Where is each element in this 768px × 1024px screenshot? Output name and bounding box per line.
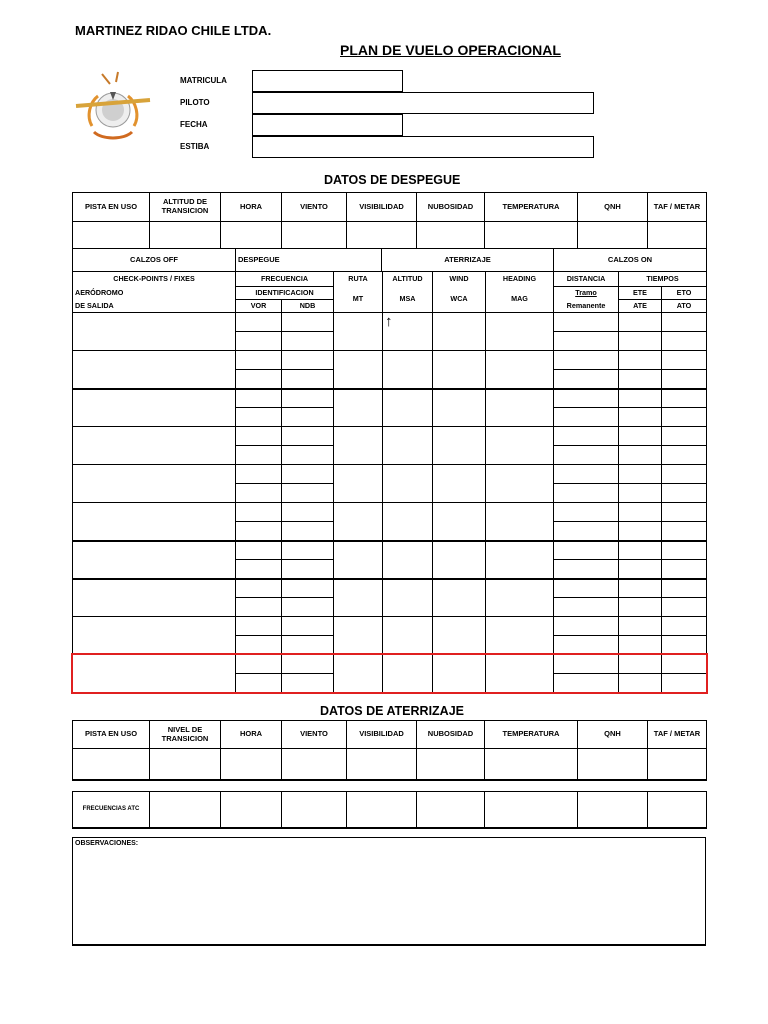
atc-cell[interactable]	[417, 792, 485, 828]
checkpoint-row	[73, 313, 707, 332]
checkpoint-cell[interactable]	[619, 332, 662, 351]
checkpoint-cell[interactable]	[619, 522, 662, 541]
piloto-label: PILOTO	[180, 98, 210, 107]
aterrizaje-col-taf: TAF / METAR	[648, 721, 707, 749]
ndb-label: NDB	[282, 300, 334, 313]
checkpoint-cell[interactable]	[486, 313, 554, 351]
checkpoint-cell[interactable]	[282, 503, 334, 522]
checkpoint-cell[interactable]	[619, 503, 662, 522]
checkpoint-cell[interactable]	[334, 655, 383, 693]
checkpoints-title: CHECK-POINTS / FIXES	[73, 272, 236, 287]
aterrizaje-col-visibilidad: VISIBILIDAD	[347, 721, 417, 749]
checkpoint-cell[interactable]	[433, 427, 486, 465]
checkpoint-cell[interactable]	[486, 465, 554, 503]
ete-label: ETE	[619, 287, 662, 300]
checkpoint-fix-cell[interactable]	[73, 389, 236, 427]
checkpoints-body	[72, 312, 707, 693]
aterrizaje-col-hora: HORA	[221, 721, 282, 749]
checkpoint-cell[interactable]	[236, 465, 282, 484]
checkpoint-cell[interactable]	[383, 579, 433, 617]
checkpoint-row	[73, 351, 707, 370]
despegue-col-nubosidad: NUBOSIDAD	[417, 193, 485, 222]
fecha-field[interactable]	[252, 114, 403, 136]
checkpoint-cell[interactable]	[619, 484, 662, 503]
checkpoint-cell[interactable]	[554, 541, 619, 560]
checkpoint-cell[interactable]	[619, 465, 662, 484]
checkpoint-cell[interactable]	[236, 389, 282, 408]
observaciones-label: OBSERVACIONES:	[75, 840, 139, 847]
de-salida-label: DE SALIDA	[73, 300, 236, 313]
despegue-cell[interactable]	[347, 222, 417, 249]
identificacion-label: IDENTIFICACION	[236, 287, 334, 300]
checkpoint-cell[interactable]	[236, 332, 282, 351]
checkpoint-cell[interactable]	[619, 541, 662, 560]
aterrizaje-col-pista: PISTA EN USO	[73, 721, 150, 749]
checkpoint-row	[73, 579, 707, 598]
checkpoint-cell[interactable]	[662, 408, 707, 427]
mag-label: MAG	[486, 287, 554, 313]
checkpoint-cell[interactable]	[334, 465, 383, 503]
checkpoint-cell[interactable]	[554, 484, 619, 503]
checkpoint-cell[interactable]	[236, 636, 282, 655]
checkpoint-cell[interactable]	[282, 522, 334, 541]
checkpoint-cell[interactable]	[236, 313, 282, 332]
checkpoint-cell[interactable]	[619, 598, 662, 617]
checkpoint-cell[interactable]	[662, 503, 707, 522]
despegue-heading: DATOS DE DESPEGUE	[324, 173, 461, 187]
aterrizaje-cell[interactable]	[347, 749, 417, 780]
msa-label: MSA	[383, 287, 433, 313]
observaciones-box[interactable]	[72, 837, 706, 946]
checkpoint-cell[interactable]	[383, 427, 433, 465]
despegue-col-taf: TAF / METAR	[648, 193, 707, 222]
despegue-cell[interactable]	[150, 222, 221, 249]
checkpoint-cell[interactable]	[662, 351, 707, 370]
checkpoint-cell[interactable]	[236, 484, 282, 503]
frecuencia-label: FRECUENCIA	[236, 272, 334, 287]
despegue-col-viento: VIENTO	[282, 193, 347, 222]
despegue-col-temperatura: TEMPERATURA	[485, 193, 578, 222]
checkpoint-cell[interactable]	[554, 465, 619, 484]
checkpoint-cell[interactable]	[554, 427, 619, 446]
checkpoint-cell[interactable]	[334, 427, 383, 465]
checkpoint-cell[interactable]	[282, 560, 334, 579]
checkpoint-cell[interactable]	[662, 617, 707, 636]
checkpoint-cell[interactable]	[662, 427, 707, 446]
aterrizaje-time-label: ATERRIZAJE	[382, 249, 554, 272]
checkpoint-cell[interactable]	[662, 541, 707, 560]
checkpoint-cell[interactable]	[486, 579, 554, 617]
checkpoint-cell[interactable]	[554, 598, 619, 617]
aerodromo-label: AERÓDROMO	[73, 287, 236, 300]
checkpoint-cell[interactable]	[282, 351, 334, 370]
despegue-col-hora: HORA	[221, 193, 282, 222]
checkpoint-cell[interactable]	[619, 446, 662, 465]
checkpoint-cell[interactable]	[619, 389, 662, 408]
ruta-label: RUTA	[334, 272, 383, 287]
aterrizaje-cell[interactable]	[221, 749, 282, 780]
checkpoint-row	[73, 465, 707, 484]
checkpoint-cell[interactable]	[554, 655, 619, 674]
checkpoint-cell[interactable]	[433, 503, 486, 541]
checkpoint-cell[interactable]	[554, 351, 619, 370]
checkpoint-cell[interactable]	[383, 351, 433, 389]
checkpoint-cell[interactable]	[554, 579, 619, 598]
checkpoint-cell[interactable]	[334, 503, 383, 541]
checkpoint-cell[interactable]	[383, 389, 433, 427]
wind-label: WIND	[433, 272, 486, 287]
checkpoint-cell[interactable]	[554, 332, 619, 351]
matricula-field[interactable]	[252, 70, 403, 92]
despegue-cell[interactable]	[485, 222, 578, 249]
checkpoint-cell[interactable]	[383, 465, 433, 503]
checkpoint-fix-cell[interactable]	[73, 313, 236, 351]
checkpoint-cell[interactable]	[619, 408, 662, 427]
checkpoint-cell[interactable]	[282, 465, 334, 484]
checkpoint-cell[interactable]	[619, 655, 662, 674]
checkpoint-fix-cell[interactable]	[73, 617, 236, 655]
checkpoint-cell[interactable]	[282, 446, 334, 465]
checkpoint-cell[interactable]	[662, 636, 707, 655]
vor-label: VOR	[236, 300, 282, 313]
checkpoint-cell[interactable]	[554, 446, 619, 465]
aterrizaje-cell[interactable]	[648, 749, 707, 780]
checkpoint-cell[interactable]	[236, 579, 282, 598]
checkpoint-cell[interactable]	[236, 541, 282, 560]
checkpoint-cell[interactable]	[619, 617, 662, 636]
checkpoint-cell[interactable]	[433, 579, 486, 617]
checkpoint-cell[interactable]	[236, 446, 282, 465]
checkpoint-row	[73, 427, 707, 446]
tiempos-label: TIEMPOS	[619, 272, 707, 287]
company-logo	[72, 66, 156, 152]
calzos-off-label: CALZOS OFF	[73, 249, 236, 272]
aterrizaje-table	[72, 720, 707, 781]
checkpoint-cell[interactable]	[282, 332, 334, 351]
checkpoint-row	[73, 389, 707, 408]
checkpoint-cell[interactable]	[433, 465, 486, 503]
checkpoint-cell[interactable]	[334, 313, 383, 351]
checkpoint-cell[interactable]	[383, 617, 433, 655]
atc-cell[interactable]	[485, 792, 578, 828]
checkpoint-cell[interactable]	[282, 408, 334, 427]
checkpoint-cell[interactable]	[619, 560, 662, 579]
checkpoint-cell[interactable]	[433, 351, 486, 389]
despegue-col-altitud: ALTITUD DE TRANSICION	[150, 193, 221, 222]
checkpoint-fix-cell[interactable]	[73, 427, 236, 465]
checkpoint-cell[interactable]	[383, 541, 433, 579]
aterrizaje-col-nivel: NIVEL DE TRANSICION	[150, 721, 221, 749]
checkpoint-cell[interactable]	[282, 617, 334, 636]
checkpoint-fix-cell[interactable]	[73, 579, 236, 617]
checkpoint-cell[interactable]	[236, 370, 282, 389]
checkpoint-cell[interactable]	[662, 674, 707, 693]
checkpoint-cell[interactable]	[619, 674, 662, 693]
checkpoint-cell[interactable]	[433, 389, 486, 427]
checkpoint-cell[interactable]	[236, 560, 282, 579]
checkpoint-cell[interactable]	[486, 427, 554, 465]
checkpoint-cell[interactable]	[619, 636, 662, 655]
checkpoint-cell[interactable]	[619, 370, 662, 389]
tramo-label: Tramo	[554, 287, 619, 300]
aterrizaje-heading: DATOS DE ATERRIZAJE	[320, 704, 464, 718]
times-row-table	[72, 248, 707, 272]
checkpoint-cell[interactable]	[554, 560, 619, 579]
fecha-label: FECHA	[180, 120, 208, 129]
despegue-cell[interactable]	[282, 222, 347, 249]
checkpoint-cell[interactable]	[662, 389, 707, 408]
checkpoint-cell[interactable]	[236, 351, 282, 370]
checkpoint-cell[interactable]	[236, 408, 282, 427]
aterrizaje-cell[interactable]	[485, 749, 578, 780]
checkpoint-cell[interactable]	[433, 313, 486, 351]
checkpoint-row	[73, 503, 707, 522]
estiba-field[interactable]	[252, 136, 594, 158]
aterrizaje-cell[interactable]	[578, 749, 648, 780]
atc-cell[interactable]	[221, 792, 282, 828]
despegue-time-label: DESPEGUE	[236, 249, 382, 272]
checkpoint-cell[interactable]	[236, 655, 282, 674]
eto-label: ETO	[662, 287, 707, 300]
aterrizaje-cell[interactable]	[417, 749, 485, 780]
checkpoint-cell[interactable]	[282, 636, 334, 655]
checkpoint-cell[interactable]	[486, 389, 554, 427]
mt-label: MT	[334, 287, 383, 313]
checkpoint-cell[interactable]	[383, 503, 433, 541]
checkpoint-cell[interactable]	[433, 617, 486, 655]
checkpoint-cell[interactable]	[662, 446, 707, 465]
aterrizaje-col-nubosidad: NUBOSIDAD	[417, 721, 485, 749]
despegue-cell[interactable]	[221, 222, 282, 249]
despegue-cell[interactable]	[648, 222, 707, 249]
ate-label: ATE	[619, 300, 662, 313]
checkpoint-cell[interactable]	[282, 427, 334, 446]
atc-cell[interactable]	[282, 792, 347, 828]
checkpoint-cell[interactable]	[662, 332, 707, 351]
checkpoint-cell[interactable]	[662, 579, 707, 598]
checkpoint-cell[interactable]	[486, 617, 554, 655]
checkpoint-cell[interactable]	[334, 541, 383, 579]
atc-table	[72, 791, 707, 829]
checkpoint-cell[interactable]	[486, 541, 554, 579]
checkpoint-cell[interactable]	[554, 313, 619, 332]
checkpoint-cell[interactable]	[282, 389, 334, 408]
checkpoint-cell[interactable]	[662, 655, 707, 674]
checkpoint-cell[interactable]	[662, 598, 707, 617]
aterrizaje-cell[interactable]	[150, 749, 221, 780]
checkpoint-cell[interactable]	[334, 617, 383, 655]
checkpoint-cell[interactable]	[486, 655, 554, 693]
remanente-label: Remanente	[554, 300, 619, 313]
checkpoint-cell[interactable]	[662, 560, 707, 579]
checkpoint-cell[interactable]	[619, 579, 662, 598]
checkpoint-cell[interactable]	[282, 598, 334, 617]
checkpoint-cell[interactable]	[486, 351, 554, 389]
checkpoint-cell[interactable]	[662, 522, 707, 541]
despegue-table	[72, 192, 707, 249]
checkpoint-cell[interactable]	[486, 503, 554, 541]
atc-cell[interactable]	[578, 792, 648, 828]
wca-label: WCA	[433, 287, 486, 313]
atc-label: FRECUENCIAS ATC	[73, 792, 150, 828]
despegue-col-qnh: QNH	[578, 193, 648, 222]
checkpoint-fix-cell[interactable]	[73, 541, 236, 579]
atc-cell[interactable]	[347, 792, 417, 828]
distancia-label: DISTANCIA	[554, 272, 619, 287]
checkpoint-cell[interactable]	[236, 522, 282, 541]
company-name: MARTINEZ RIDAO CHILE LTDA.	[75, 23, 272, 38]
checkpoint-cell[interactable]	[236, 617, 282, 636]
checkpoint-cell[interactable]	[554, 674, 619, 693]
checkpoint-cell[interactable]	[554, 503, 619, 522]
checkpoint-cell[interactable]	[662, 465, 707, 484]
checkpoint-cell[interactable]	[433, 655, 486, 693]
checkpoint-cell[interactable]	[334, 389, 383, 427]
msa-arrow[interactable]: ↑	[383, 313, 433, 351]
checkpoint-cell[interactable]	[554, 617, 619, 636]
checkpoint-fix-cell[interactable]	[73, 503, 236, 541]
despegue-col-visibilidad: VISIBILIDAD	[347, 193, 417, 222]
calzos-on-label: CALZOS ON	[554, 249, 707, 272]
checkpoint-cell[interactable]	[554, 370, 619, 389]
aterrizaje-cell[interactable]	[282, 749, 347, 780]
altitud-label: ALTITUD	[383, 272, 433, 287]
checkpoint-cell[interactable]	[334, 579, 383, 617]
page-title: PLAN DE VUELO OPERACIONAL	[340, 42, 561, 58]
checkpoint-cell[interactable]	[236, 674, 282, 693]
checkpoint-cell[interactable]	[282, 579, 334, 598]
checkpoint-cell[interactable]	[662, 313, 707, 332]
checkpoint-row	[73, 655, 707, 674]
despegue-col-pista: PISTA EN USO	[73, 193, 150, 222]
checkpoint-cell[interactable]	[383, 655, 433, 693]
ato-label: ATO	[662, 300, 707, 313]
atc-cell[interactable]	[648, 792, 707, 828]
checkpoint-cell[interactable]	[236, 427, 282, 446]
checkpoint-fix-cell[interactable]	[73, 351, 236, 389]
checkpoint-cell[interactable]	[334, 351, 383, 389]
checkpoint-cell[interactable]	[282, 370, 334, 389]
checkpoint-cell[interactable]	[619, 427, 662, 446]
despegue-cell[interactable]	[73, 222, 150, 249]
checkpoint-cell[interactable]	[554, 389, 619, 408]
despegue-cell[interactable]	[417, 222, 485, 249]
checkpoint-row	[73, 617, 707, 636]
despegue-cell[interactable]	[578, 222, 648, 249]
checkpoint-fix-cell[interactable]	[73, 655, 236, 693]
aterrizaje-col-viento: VIENTO	[282, 721, 347, 749]
matricula-label: MATRICULA	[180, 76, 227, 85]
checkpoint-cell[interactable]	[282, 484, 334, 503]
checkpoint-cell[interactable]	[282, 674, 334, 693]
checkpoint-cell[interactable]	[282, 655, 334, 674]
checkpoint-fix-cell[interactable]	[73, 465, 236, 503]
checkpoint-cell[interactable]	[282, 541, 334, 560]
atc-cell[interactable]	[150, 792, 221, 828]
checkpoint-cell[interactable]	[662, 484, 707, 503]
checkpoints-table	[72, 271, 707, 313]
checkpoint-cell[interactable]	[619, 313, 662, 332]
checkpoint-cell[interactable]	[554, 522, 619, 541]
checkpoint-cell[interactable]	[619, 351, 662, 370]
estiba-label: ESTIBA	[180, 142, 210, 151]
checkpoint-cell[interactable]	[433, 541, 486, 579]
checkpoint-cell[interactable]	[236, 598, 282, 617]
aterrizaje-col-qnh: QNH	[578, 721, 648, 749]
checkpoint-cell[interactable]	[554, 408, 619, 427]
checkpoint-row	[73, 541, 707, 560]
aterrizaje-col-temperatura: TEMPERATURA	[485, 721, 578, 749]
heading-label: HEADING	[486, 272, 554, 287]
checkpoint-cell[interactable]	[282, 313, 334, 332]
checkpoint-cell[interactable]	[236, 503, 282, 522]
piloto-field[interactable]	[252, 92, 594, 114]
aterrizaje-cell[interactable]	[73, 749, 150, 780]
checkpoint-cell[interactable]	[554, 636, 619, 655]
checkpoint-cell[interactable]	[662, 370, 707, 389]
